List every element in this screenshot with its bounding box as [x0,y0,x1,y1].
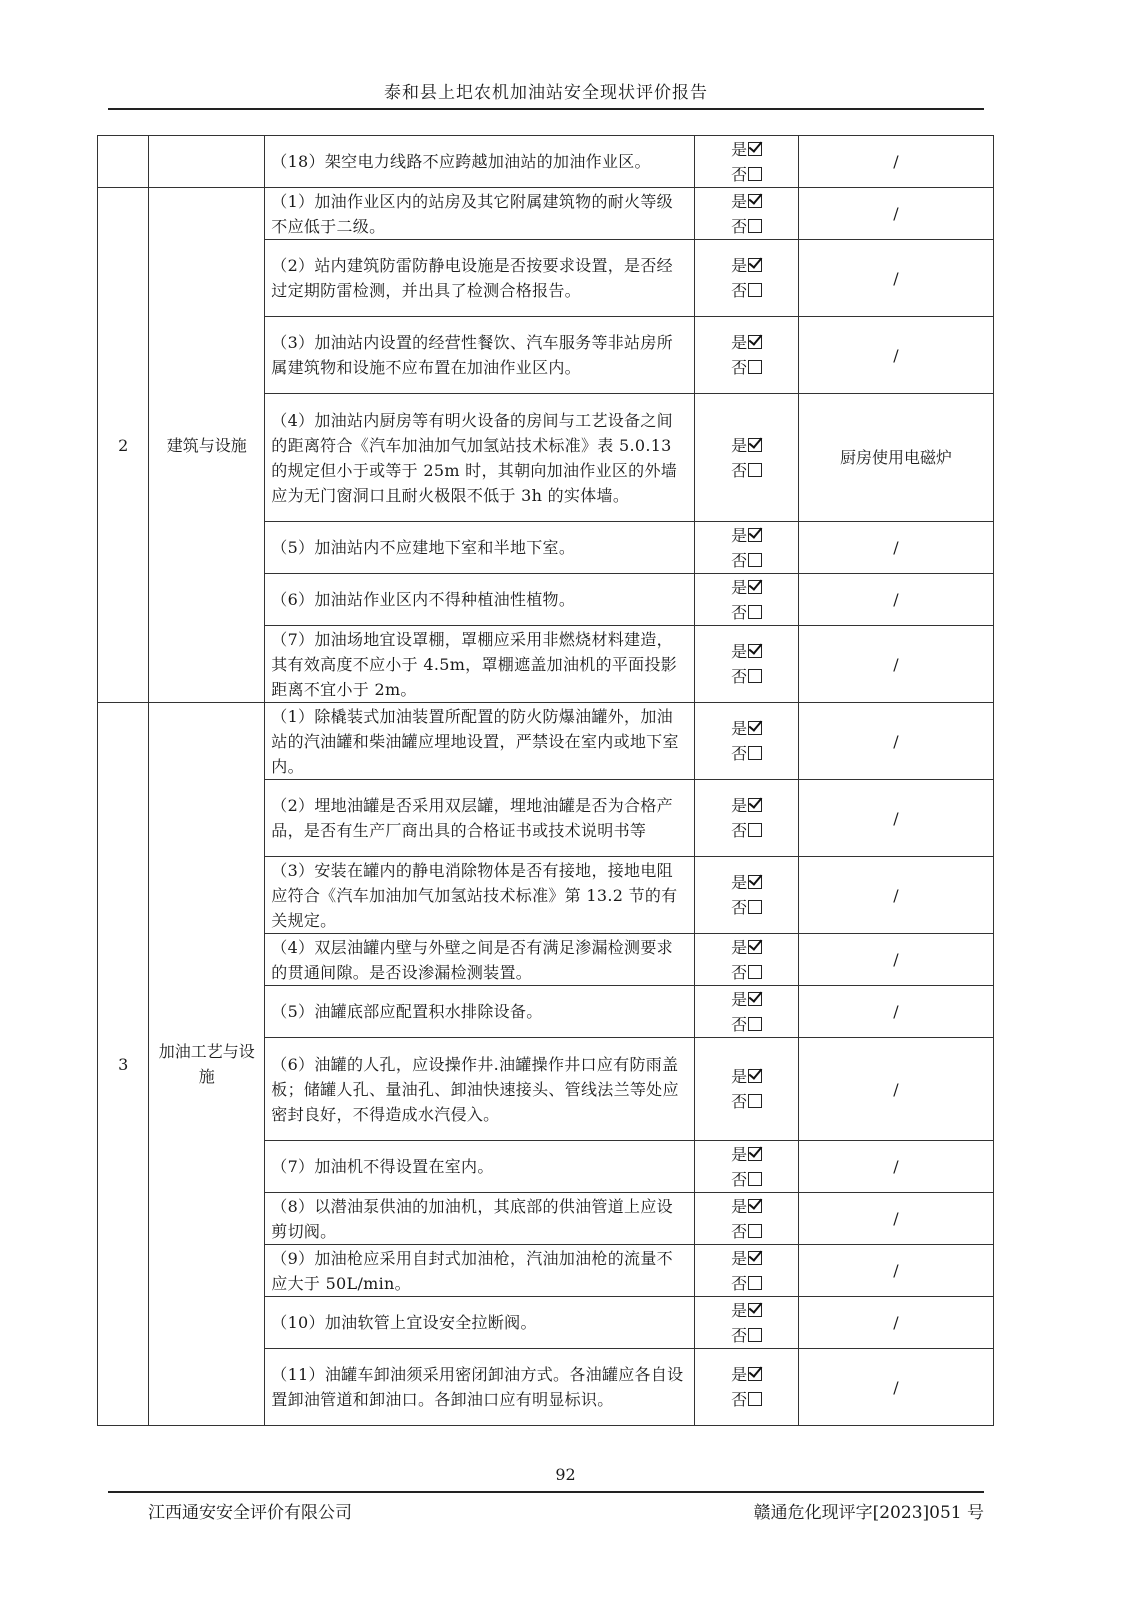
no-checkbox-label: 否 [731,667,748,686]
no-checkbox-label: 否 [731,460,748,480]
yes-checkbox-label: 是 [731,1365,748,1384]
check-item-text: （5）加油站内不应建地下室和半地下室。 [265,522,695,574]
no-checkbox-label: 否 [731,1092,748,1111]
yes-checkbox-line [701,253,792,278]
check-item-text: （6）油罐的人孔，应设操作井.油罐操作井口应有防雨盖板；储罐人孔、量油孔、卸油快速接头、管线法兰等处应密封良好，不得造成水汽侵入。 [265,1038,695,1141]
empty-box-icon[interactable] [748,900,762,914]
checked-box-icon[interactable] [748,335,762,349]
yes-checkbox-label: 是 [731,937,748,957]
yes-checkbox-line [701,716,792,741]
no-checkbox-line [701,1089,792,1114]
yes-checkbox-line [701,1362,792,1387]
check-item-text: （5）油罐底部应配置积水排除设备。 [265,986,695,1038]
yes-checkbox-line [701,137,792,162]
checked-box-icon[interactable] [748,528,762,542]
yes-checkbox-label: 是 [731,873,748,892]
yes-checkbox-line [701,575,792,600]
no-checkbox-label: 否 [731,602,748,622]
no-checkbox-label: 否 [731,1014,748,1034]
check-item-text: （3）加油站内设置的经营性餐饮、汽车服务等非站房所属建筑物和设施不应布置在加油作业区内。 [265,317,695,394]
checked-box-icon[interactable] [748,1303,762,1317]
empty-box-icon[interactable] [748,1172,762,1186]
evaluation-table-body [98,136,994,1426]
remark: 厨房使用电磁炉 [798,394,993,522]
check-item-text: （6）加油站作业区内不得种植油性植物。 [265,574,695,626]
check-item-text: （9）加油枪应采用自封式加油枪，汽油加油枪的流量不应大于 50L/min。 [265,1245,695,1297]
empty-box-icon[interactable] [748,1392,762,1406]
empty-box-icon[interactable] [748,1328,762,1342]
section-number: 2 [98,188,149,703]
check-item-text: （8）以潜油泵供油的加油机，其底部的供油管道上应设剪切阀。 [265,1193,695,1245]
table-row [98,703,994,780]
checked-box-icon[interactable] [748,1069,762,1083]
yes-checkbox-label: 是 [731,577,748,597]
yes-checkbox-line [701,1194,792,1219]
yes-checkbox-label: 是 [731,525,748,545]
evaluation-table [97,135,994,1426]
empty-box-icon[interactable] [748,669,762,683]
yes-checkbox-line [701,1064,792,1089]
footer-report-code: 赣通危化现评字[2023]051 号 [753,1503,984,1523]
check-item-text: （10）加油软管上宜设安全拉断阀。 [265,1297,695,1349]
checked-box-icon[interactable] [748,142,762,156]
footer-rule [108,1491,984,1493]
checked-box-icon[interactable] [748,1199,762,1213]
yes-checkbox-line [701,639,792,664]
check-item-text: （1）除橇装式加油装置所配置的防火防爆油罐外，加油站的汽油罐和柴油罐应埋地设置，严禁设在室内或地下室内。 [265,703,695,780]
no-checkbox-line [701,895,792,920]
no-checkbox-line [701,1012,792,1037]
page-number: 92 [555,1465,576,1484]
no-checkbox-label: 否 [731,164,748,184]
yes-checkbox-line [701,870,792,895]
check-result [695,1349,799,1426]
yes-checkbox-label: 是 [731,435,748,455]
remark: / [798,188,993,240]
check-item-text: （11）油罐车卸油须采用密闭卸油方式。各油罐应各自设置卸油管道和卸油口。各卸油口应有明显标识。 [265,1349,695,1426]
yes-checkbox-label: 是 [731,1300,748,1320]
checked-box-icon[interactable] [748,1367,762,1381]
empty-box-icon[interactable] [748,1017,762,1031]
check-result [695,394,799,522]
yes-checkbox-label: 是 [731,139,748,159]
no-checkbox-label: 否 [731,281,748,300]
check-result [695,626,799,703]
check-result [695,703,799,780]
remark: / [798,574,993,626]
no-checkbox-label: 否 [731,1273,748,1293]
check-item-text: （2）埋地油罐是否采用双层罐，埋地油罐是否为合格产品，是否有生产厂商出具的合格证书或技术说明书等 [265,780,695,857]
empty-box-icon[interactable] [748,1276,762,1290]
remark: / [798,240,993,317]
yes-checkbox-label: 是 [731,989,748,1009]
yes-checkbox-line [701,189,792,214]
remark: / [798,1297,993,1349]
yes-checkbox-line [701,793,792,818]
no-checkbox-label: 否 [731,744,748,763]
header-rule [108,108,984,110]
check-result [695,1141,799,1193]
check-result [695,857,799,934]
yes-checkbox-label: 是 [731,1248,748,1268]
no-checkbox-label: 否 [731,216,748,236]
empty-box-icon[interactable] [748,360,762,374]
table-row [98,136,994,188]
no-checkbox-line [701,458,792,483]
check-item-text: （4）双层油罐内壁与外壁之间是否有满足渗漏检测要求的贯通间隙。是否设渗漏检测装置。 [265,934,695,986]
yes-checkbox-label: 是 [731,1067,748,1086]
empty-box-icon[interactable] [748,823,762,837]
no-checkbox-label: 否 [731,358,748,377]
footer-company: 江西通安安全评价有限公司 [148,1503,352,1523]
yes-checkbox-label: 是 [731,796,748,815]
section-category [149,136,265,188]
remark: / [798,522,993,574]
no-checkbox-line [701,1271,792,1296]
checked-box-icon[interactable] [748,194,762,208]
yes-checkbox-label: 是 [731,256,748,275]
check-item-text: （18）架空电力线路不应跨越加油站的加油作业区。 [265,136,695,188]
check-result [695,240,799,317]
check-item-text: （1）加油作业区内的站房及其它附属建筑物的耐火等级不应低于二级。 [265,188,695,240]
check-result [695,1193,799,1245]
check-result [695,574,799,626]
checked-box-icon[interactable] [748,721,762,735]
no-checkbox-label: 否 [731,962,748,982]
checked-box-icon[interactable] [748,580,762,594]
yes-checkbox-line [701,1298,792,1323]
checked-box-icon[interactable] [748,875,762,889]
empty-box-icon[interactable] [748,283,762,297]
yes-checkbox-line [701,433,792,458]
yes-checkbox-line [701,330,792,355]
no-checkbox-line [701,355,792,380]
check-item-text: （7）加油场地宜设罩棚，罩棚应采用非燃烧材料建造，其有效高度不应小于 4.5m，罩棚遮盖加油机的平面投影距离不宜小于 2m。 [265,626,695,703]
check-result [695,1245,799,1297]
empty-box-icon[interactable] [748,463,762,477]
no-checkbox-label: 否 [731,1390,748,1409]
yes-checkbox-line [701,987,792,1012]
no-checkbox-line [701,1387,792,1412]
no-checkbox-label: 否 [731,898,748,917]
no-checkbox-label: 否 [731,1169,748,1189]
check-result [695,136,799,188]
no-checkbox-line [701,818,792,843]
no-checkbox-label: 否 [731,1325,748,1345]
remark: / [798,1193,993,1245]
remark: / [798,703,993,780]
remark: / [798,317,993,394]
check-result [695,934,799,986]
table-row [98,188,994,240]
no-checkbox-line [701,664,792,689]
empty-box-icon[interactable] [748,167,762,181]
yes-checkbox-line [701,1142,792,1167]
checked-box-icon[interactable] [748,992,762,1006]
remark: / [798,1349,993,1426]
no-checkbox-line [701,278,792,303]
remark: / [798,934,993,986]
check-result [695,522,799,574]
yes-checkbox-line [701,935,792,960]
yes-checkbox-line [701,1246,792,1271]
yes-checkbox-label: 是 [731,333,748,352]
remark: / [798,626,993,703]
no-checkbox-line [701,1219,792,1244]
checked-box-icon[interactable] [748,798,762,812]
no-checkbox-label: 否 [731,550,748,570]
empty-box-icon[interactable] [748,1224,762,1238]
check-result [695,188,799,240]
checked-box-icon[interactable] [748,258,762,272]
remark: / [798,1245,993,1297]
check-item-text: （4）加油站内厨房等有明火设备的房间与工艺设备之间的距离符合《汽车加油加气加氢站技术标准》表 5.0.13 的规定但小于或等于 25m 时，其朝向加油作业区的外墙应为无门窗洞口且耐火极限不低于 3h 的实体墙。 [265,394,695,522]
no-checkbox-line [701,1167,792,1192]
check-item-text: （7）加油机不得设置在室内。 [265,1141,695,1193]
no-checkbox-line [701,600,792,625]
empty-box-icon[interactable] [748,553,762,567]
no-checkbox-line [701,162,792,187]
remark: / [798,1141,993,1193]
yes-checkbox-line [701,523,792,548]
remark: / [798,1038,993,1141]
yes-checkbox-label: 是 [731,1196,748,1216]
remark: / [798,136,993,188]
check-result [695,1038,799,1141]
section-number [98,136,149,188]
no-checkbox-line [701,741,792,766]
empty-box-icon[interactable] [748,965,762,979]
checked-box-icon[interactable] [748,438,762,452]
check-item-text: （2）站内建筑防雷防静电设施是否按要求设置，是否经过定期防雷检测，并出具了检测合格报告。 [265,240,695,317]
no-checkbox-line [701,214,792,239]
check-result [695,1297,799,1349]
no-checkbox-line [701,548,792,573]
empty-box-icon[interactable] [748,1094,762,1108]
empty-box-icon[interactable] [748,746,762,760]
section-category: 建筑与设施 [149,188,265,703]
no-checkbox-label: 否 [731,821,748,840]
no-checkbox-line [701,1323,792,1348]
remark: / [798,986,993,1038]
yes-checkbox-label: 是 [731,719,748,738]
section-number: 3 [98,703,149,1426]
page-header-title: 泰和县上圯农机加油站安全现状评价报告 [384,83,708,103]
checked-box-icon[interactable] [748,644,762,658]
yes-checkbox-label: 是 [731,1144,748,1164]
check-result [695,317,799,394]
checked-box-icon[interactable] [748,940,762,954]
remark: / [798,857,993,934]
no-checkbox-label: 否 [731,1221,748,1241]
check-result [695,780,799,857]
check-item-text: （3）安装在罐内的静电消除物体是否有接地，接地电阻应符合《汽车加油加气加氢站技术标准》第 13.2 节的有关规定。 [265,857,695,934]
section-category: 加油工艺与设施 [149,703,265,1426]
empty-box-icon[interactable] [748,219,762,233]
empty-box-icon[interactable] [748,605,762,619]
checked-box-icon[interactable] [748,1147,762,1161]
remark: / [798,780,993,857]
no-checkbox-line [701,960,792,985]
yes-checkbox-label: 是 [731,642,748,661]
yes-checkbox-label: 是 [731,191,748,211]
checked-box-icon[interactable] [748,1251,762,1265]
check-result [695,986,799,1038]
